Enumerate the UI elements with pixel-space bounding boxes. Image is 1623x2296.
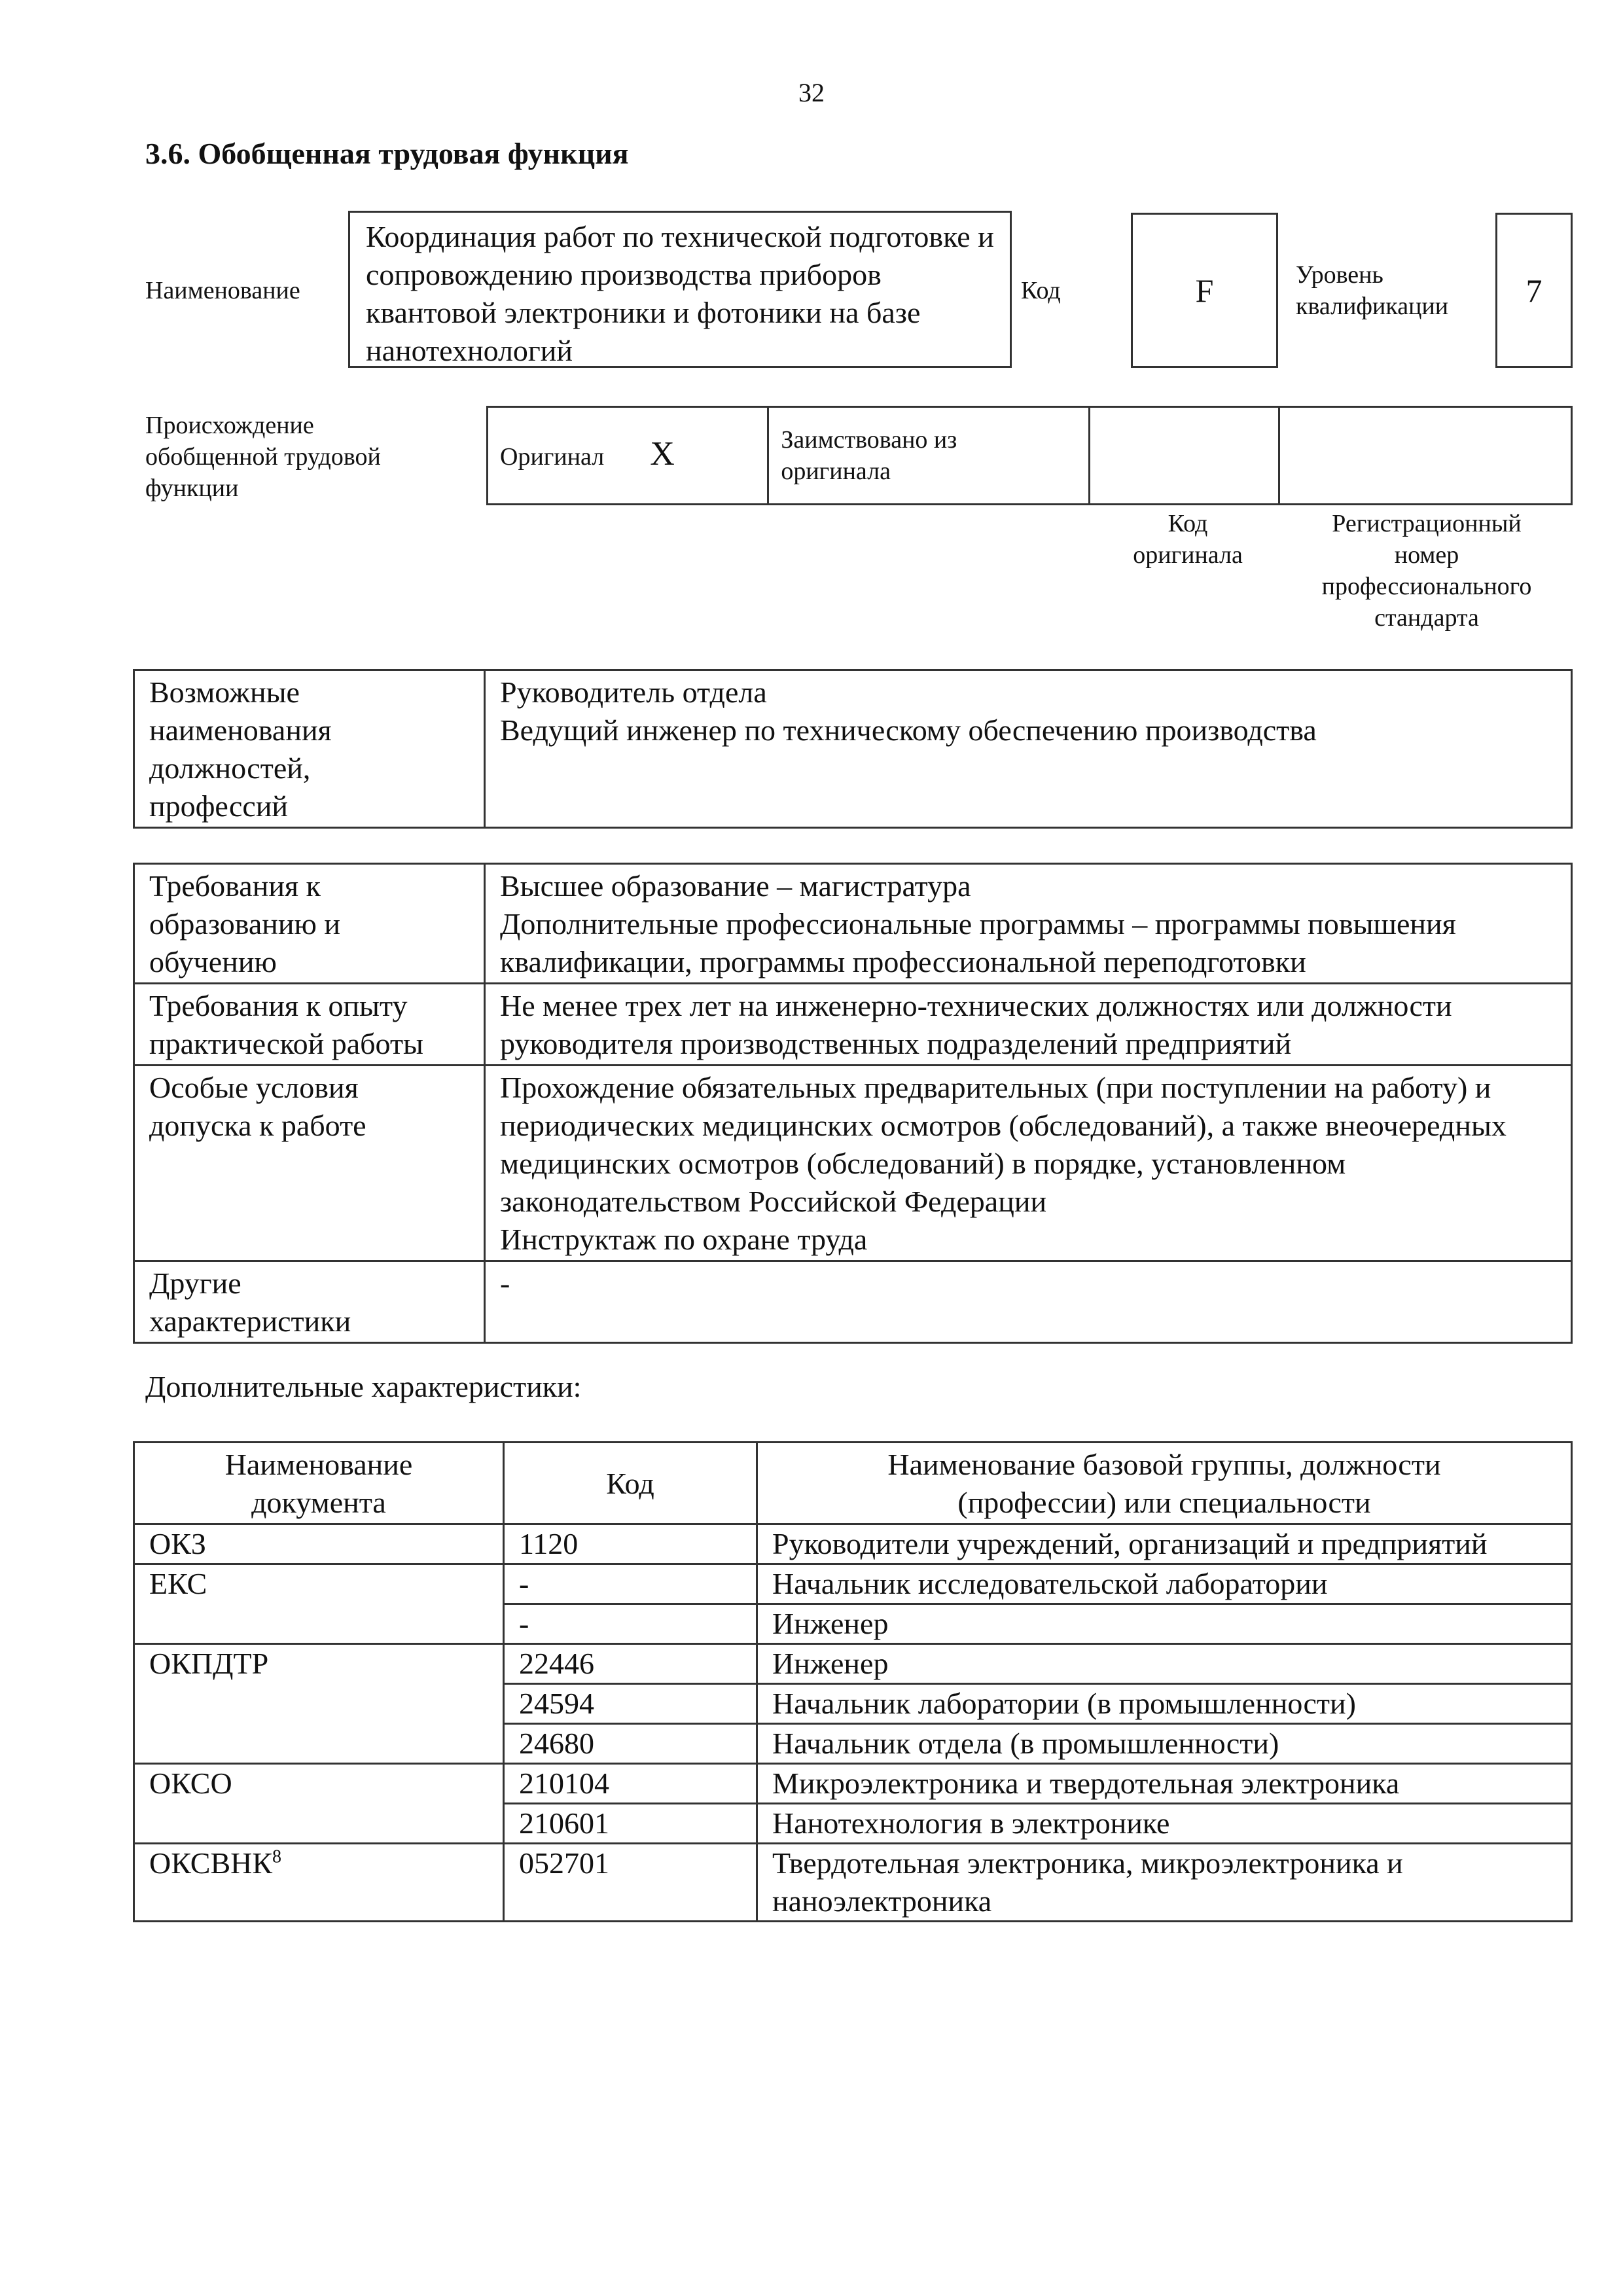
code-original-label: Код оригинала	[1133, 510, 1243, 569]
table-header-row	[134, 1443, 1572, 1524]
code-cell: 1120	[504, 1524, 757, 1564]
qualification-level-box: 7	[1495, 213, 1573, 368]
table-row	[134, 864, 1572, 984]
name-label: Наименование	[145, 277, 300, 304]
positions-value: Руководитель отдела Ведущий инженер по техническому обеспечению производства	[485, 670, 1572, 828]
table-row	[134, 1844, 1572, 1922]
group-name-cell: Нанотехнология в электронике	[757, 1804, 1572, 1844]
requirement-value: -	[485, 1261, 1572, 1343]
code-cell: 24594	[504, 1684, 757, 1724]
table-row	[134, 984, 1572, 1066]
origin-code-cell	[1090, 407, 1279, 505]
origin-reg-number-cell	[1279, 407, 1571, 505]
requirement-label: Требования к образованию и обучению	[134, 864, 485, 984]
origin-original-cell	[488, 407, 768, 505]
table-row	[134, 1066, 1572, 1261]
requirement-value: Прохождение обязательных предварительных (при поступлении на работу) и периодических медицинских осмотров (обследований), а также внеочередных медицинских осмотров (обследований) в порядке, установленном законодательством Российской Федерации Инструктаж по охране труда	[485, 1066, 1572, 1261]
requirement-label: Особые условия допуска к работе	[134, 1066, 485, 1261]
page-number: 32	[798, 78, 825, 107]
column-header-document: Наименование документа	[134, 1443, 504, 1524]
code-value-box: F	[1131, 213, 1278, 368]
origin-borrowed-cell: Заимствовано из оригинала	[768, 407, 1090, 505]
group-name-cell: Начальник отдела (в промышленности)	[757, 1724, 1572, 1764]
table-row	[134, 1564, 1572, 1604]
code-cell: -	[504, 1564, 757, 1604]
table-row	[134, 1261, 1572, 1343]
document-cell: ОКПДТР	[134, 1644, 504, 1764]
document-name: ОКСВНК	[149, 1846, 273, 1880]
group-name-cell: Руководители учреждений, организаций и предприятий	[757, 1524, 1572, 1564]
code-label: Код	[1021, 277, 1061, 304]
column-header-group-name: Наименование базовой группы, должности (профессии) или специальности	[757, 1443, 1572, 1524]
requirements-table	[133, 863, 1573, 1344]
requirement-value: Не менее трех лет на инженерно-технических должностях или должности руководителя производственных подразделений предприятий	[485, 984, 1572, 1066]
table-row	[134, 1644, 1572, 1684]
code-cell: 210104	[504, 1764, 757, 1804]
function-name-box: Координация работ по технической подготовке и сопровождению производства приборов квантовой электроники и фотоники на базе нанотехнологий	[348, 211, 1012, 368]
code-cell: 22446	[504, 1644, 757, 1684]
requirement-label: Требования к опыту практической работы	[134, 984, 485, 1066]
positions-table	[133, 669, 1573, 829]
document-cell: ОКЗ	[134, 1524, 504, 1564]
group-name-cell: Инженер	[757, 1644, 1572, 1684]
table-row	[134, 1524, 1572, 1564]
positions-label: Возможные наименования должностей, профессий	[134, 670, 485, 828]
additional-characteristics-table	[133, 1441, 1573, 1922]
code-cell: -	[504, 1604, 757, 1644]
requirement-value: Высшее образование – магистратура Дополнительные профессиональные программы – программы повышения квалификации, программы профессиональной переподготовки	[485, 864, 1572, 984]
document-cell: ОКСО	[134, 1764, 504, 1844]
additional-characteristics-title: Дополнительные характеристики:	[145, 1370, 582, 1403]
group-name-cell: Твердотельная электроника, микроэлектроника и наноэлектроника	[757, 1844, 1572, 1922]
reg-number-label: Регистрационный номер профессионального стандарта	[1321, 510, 1532, 632]
document-cell	[134, 1844, 504, 1922]
section-title: 3.6. Обобщенная трудовая функция	[145, 137, 629, 170]
table-row	[134, 1764, 1572, 1804]
group-name-cell: Начальник лаборатории (в промышленности)	[757, 1684, 1572, 1724]
group-name-cell: Микроэлектроника и твердотельная электроника	[757, 1764, 1572, 1804]
code-cell: 052701	[504, 1844, 757, 1922]
qualification-level-label: Уровень квалификации	[1296, 261, 1449, 320]
column-header-code: Код	[504, 1443, 757, 1524]
document-cell: ЕКС	[134, 1564, 504, 1644]
footnote-mark: 8	[272, 1846, 282, 1867]
origin-original-mark: X	[650, 435, 675, 473]
requirement-label: Другие характеристики	[134, 1261, 485, 1343]
origin-original-label: Оригинал	[500, 443, 605, 471]
code-cell: 24680	[504, 1724, 757, 1764]
group-name-cell: Начальник исследовательской лаборатории	[757, 1564, 1572, 1604]
origin-label: Происхождение обобщенной трудовой функции	[145, 412, 381, 502]
origin-table	[486, 406, 1573, 505]
code-cell: 210601	[504, 1804, 757, 1844]
group-name-cell: Инженер	[757, 1604, 1572, 1644]
